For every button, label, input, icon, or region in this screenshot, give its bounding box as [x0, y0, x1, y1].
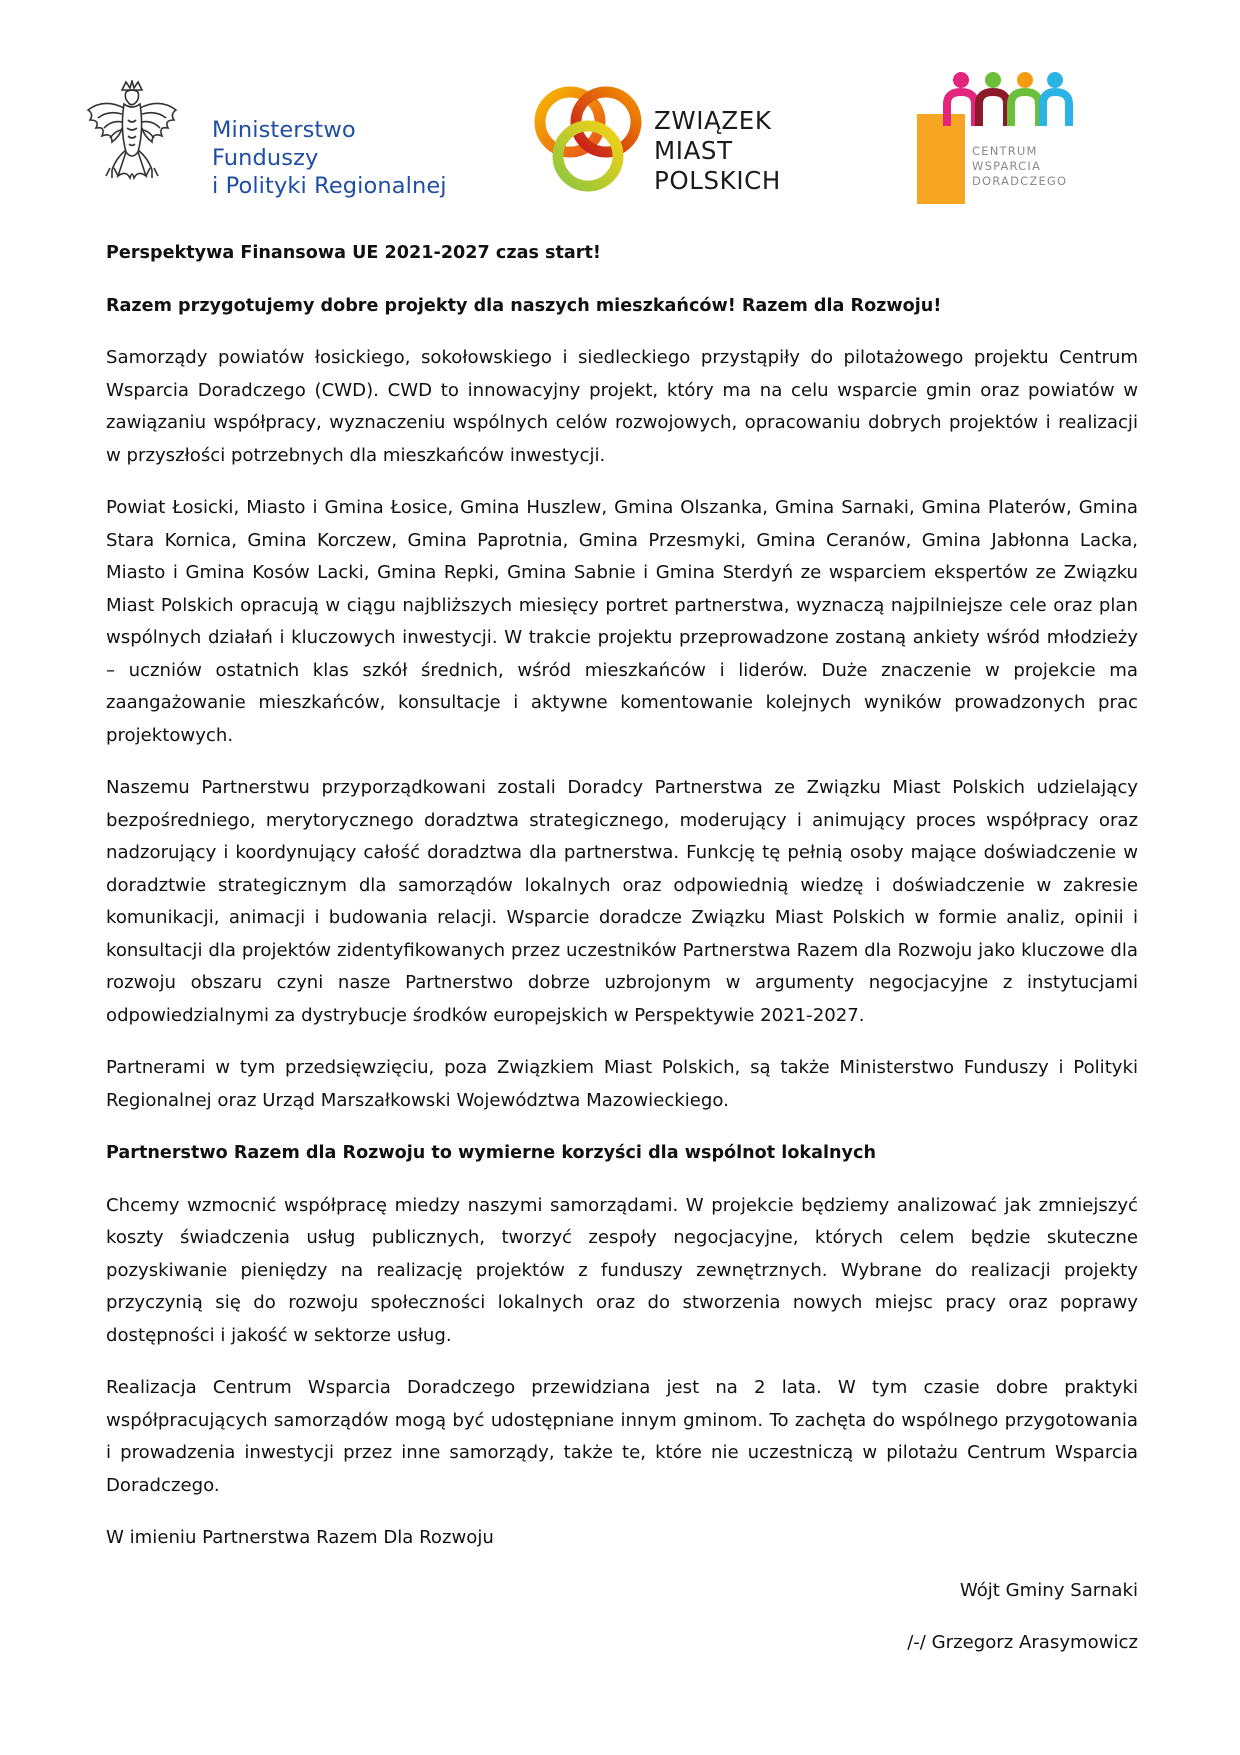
- ministry-line-1: Ministerstwo: [212, 117, 356, 143]
- zmp-name: [654, 106, 781, 196]
- paragraph-partners-list: Powiat Łosicki, Miasto i Gmina Łosice, Gmina Huszlew, Gmina Olszanka, Gmina Sarnaki, Gmina Platerów, Gmina Stara Kornica, Gmina Korczew, Gmina Paprotnia, Gmina Przesmyki, Gmina Ceranów, Gmina Jabłonna Lacka, Miasto i Gmina Kosów Lacki, Gmina Repki, Gmina Sabnie i Gmina Sterdyń ze wsparciem ekspertów ze Związku Miast Polskich opracują w ciągu najbliższych miesięcy portret partnerstwa, wyznaczą najpilniejsze cele oraz plan wspólnych działań i kluczowych inwestycji. W trakcie projektu przeprowadzone zostaną ankiety wśród młodzieży – uczniów ostatnich klas szkół średnich, wśród mieszkańców i liderów. Duże znaczenie w projekcie ma zaangażowanie mieszkańców, konsultacje i aktywne komentowanie kolejnych wyników prowadzonych prac projektowych.: [106, 497, 1138, 746]
- zmp-line-1: ZWIĄZEK: [654, 106, 772, 135]
- cwd-line-1: CENTRUM: [972, 144, 1038, 158]
- cwd-line-2: WSPARCIA: [972, 159, 1042, 173]
- cwd-logo: [917, 70, 1087, 206]
- section-heading-benefits: Partnerstwo Razem dla Rozwoju to wymierne korzyści dla wspólnot lokalnych: [106, 1143, 876, 1163]
- ministry-logo: [82, 80, 482, 200]
- document-body: [106, 237, 1138, 1680]
- zmp-logo: [528, 78, 808, 208]
- cwd-name: [972, 144, 1067, 189]
- document-subtitle: Razem przygotujemy dobre projekty dla naszych mieszkańców! Razem dla Rozwoju!: [106, 295, 942, 316]
- ministry-line-2: Funduszy: [212, 145, 319, 171]
- paragraph-benefits: Chcemy wzmocnić współpracę miedzy naszymi samorządami. W projekcie będziemy analizować jak zmniejszyć koszty świadczenia usług publicznych, tworzyć zespoły negocjacyjne, których celem będzie skuteczne pozyskiwanie pieniędzy na realizację projektów z funduszy zewnętrznych. Wybrane do realizacji projekty przyczynią się do rozwoju społeczności lokalnych oraz do stworzenia nowych miejsc pracy oraz poprawy dostępności i jakość w sektorze usług.: [106, 1194, 1138, 1346]
- paragraph-duration: Realizacja Centrum Wsparcia Doradczego przewidziana jest na 2 lata. W tym czasie dobre praktyki współpracujących samorządów mogą być udostępniane innym gminom. To zachęta do wspólnego przygotowania i prowadzenia inwestycji przez inne samorządy, także te, które nie uczestniczą w pilotażu Centrum Wsparcia Doradczego.: [106, 1377, 1138, 1496]
- people-figures-icon: [943, 70, 1073, 132]
- paragraph-intro: Samorządy powiatów łosickiego, sokołowskiego i siedleckiego przystąpiły do pilotażowego projektu Centrum Wsparcia Doradczego (CWD). CWD to innowacyjny projekt, który ma na celu wsparcie gmin oraz powiatów w zawiązaniu współpracy, wyznaczeniu wspólnych celów rozwojowych, opracowaniu dobrych projektów i realizacji w przyszłości potrzebnych dla mieszkańców inwestycji.: [106, 347, 1138, 466]
- cwd-line-3: DORADCZEGO: [972, 174, 1068, 188]
- interlocked-rings-icon: [528, 78, 648, 198]
- ministry-name: [212, 116, 447, 200]
- paragraph-advisors: Naszemu Partnerstwu przyporządkowani zostali Doradcy Partnerstwa ze Związku Miast Polskich udzielający bezpośredniego, merytorycznego doradztwa strategicznego, moderujący i animujący proces współpracy oraz nadzorujący i koordynujący całość doradztwa dla partnerstwa. Funkcję tę pełnią osoby mające doświadczenie w doradztwie strategicznym dla samorządów lokalnych oraz odpowiednią wiedzę i doświadczenie w zakresie komunikacji, animacji i budowania relacji. Wsparcie doradcze Związku Miast Polskich w formie analiz, opinii i konsultacji dla projektów zidentyfikowanych przez uczestników Partnerstwa Razem dla Rozwoju jako kluczowe dla rozwoju obszaru czyni nasze Partnerstwo dobrze uzbrojonym w argumenty negocjacyjne z instytucjami odpowiedzialnymi za dystrybucje środków europejskich w Perspektywie 2021-2027.: [106, 777, 1138, 1026]
- zmp-line-3: POLSKICH: [654, 166, 781, 195]
- closing-line: W imieniu Partnerstwa Razem Dla Rozwoju: [106, 1527, 494, 1548]
- logo-header: [0, 62, 1240, 212]
- polish-eagle-emblem-icon: [82, 80, 182, 200]
- signature-name: /-/ Grzegorz Arasymowicz: [907, 1632, 1138, 1653]
- ministry-line-3: i Polityki Regionalnej: [212, 173, 447, 199]
- paragraph-partners: Partnerami w tym przedsięwzięciu, poza Związkiem Miast Polskich, są także Ministerstwo Funduszy i Polityki Regionalnej oraz Urząd Marszałkowski Województwa Mazowieckiego.: [106, 1057, 1138, 1111]
- signature-title: Wójt Gminy Sarnaki: [959, 1579, 1138, 1601]
- zmp-line-2: MIAST: [654, 136, 733, 165]
- document-title: Perspektywa Finansowa UE 2021-2027 czas start!: [106, 243, 601, 263]
